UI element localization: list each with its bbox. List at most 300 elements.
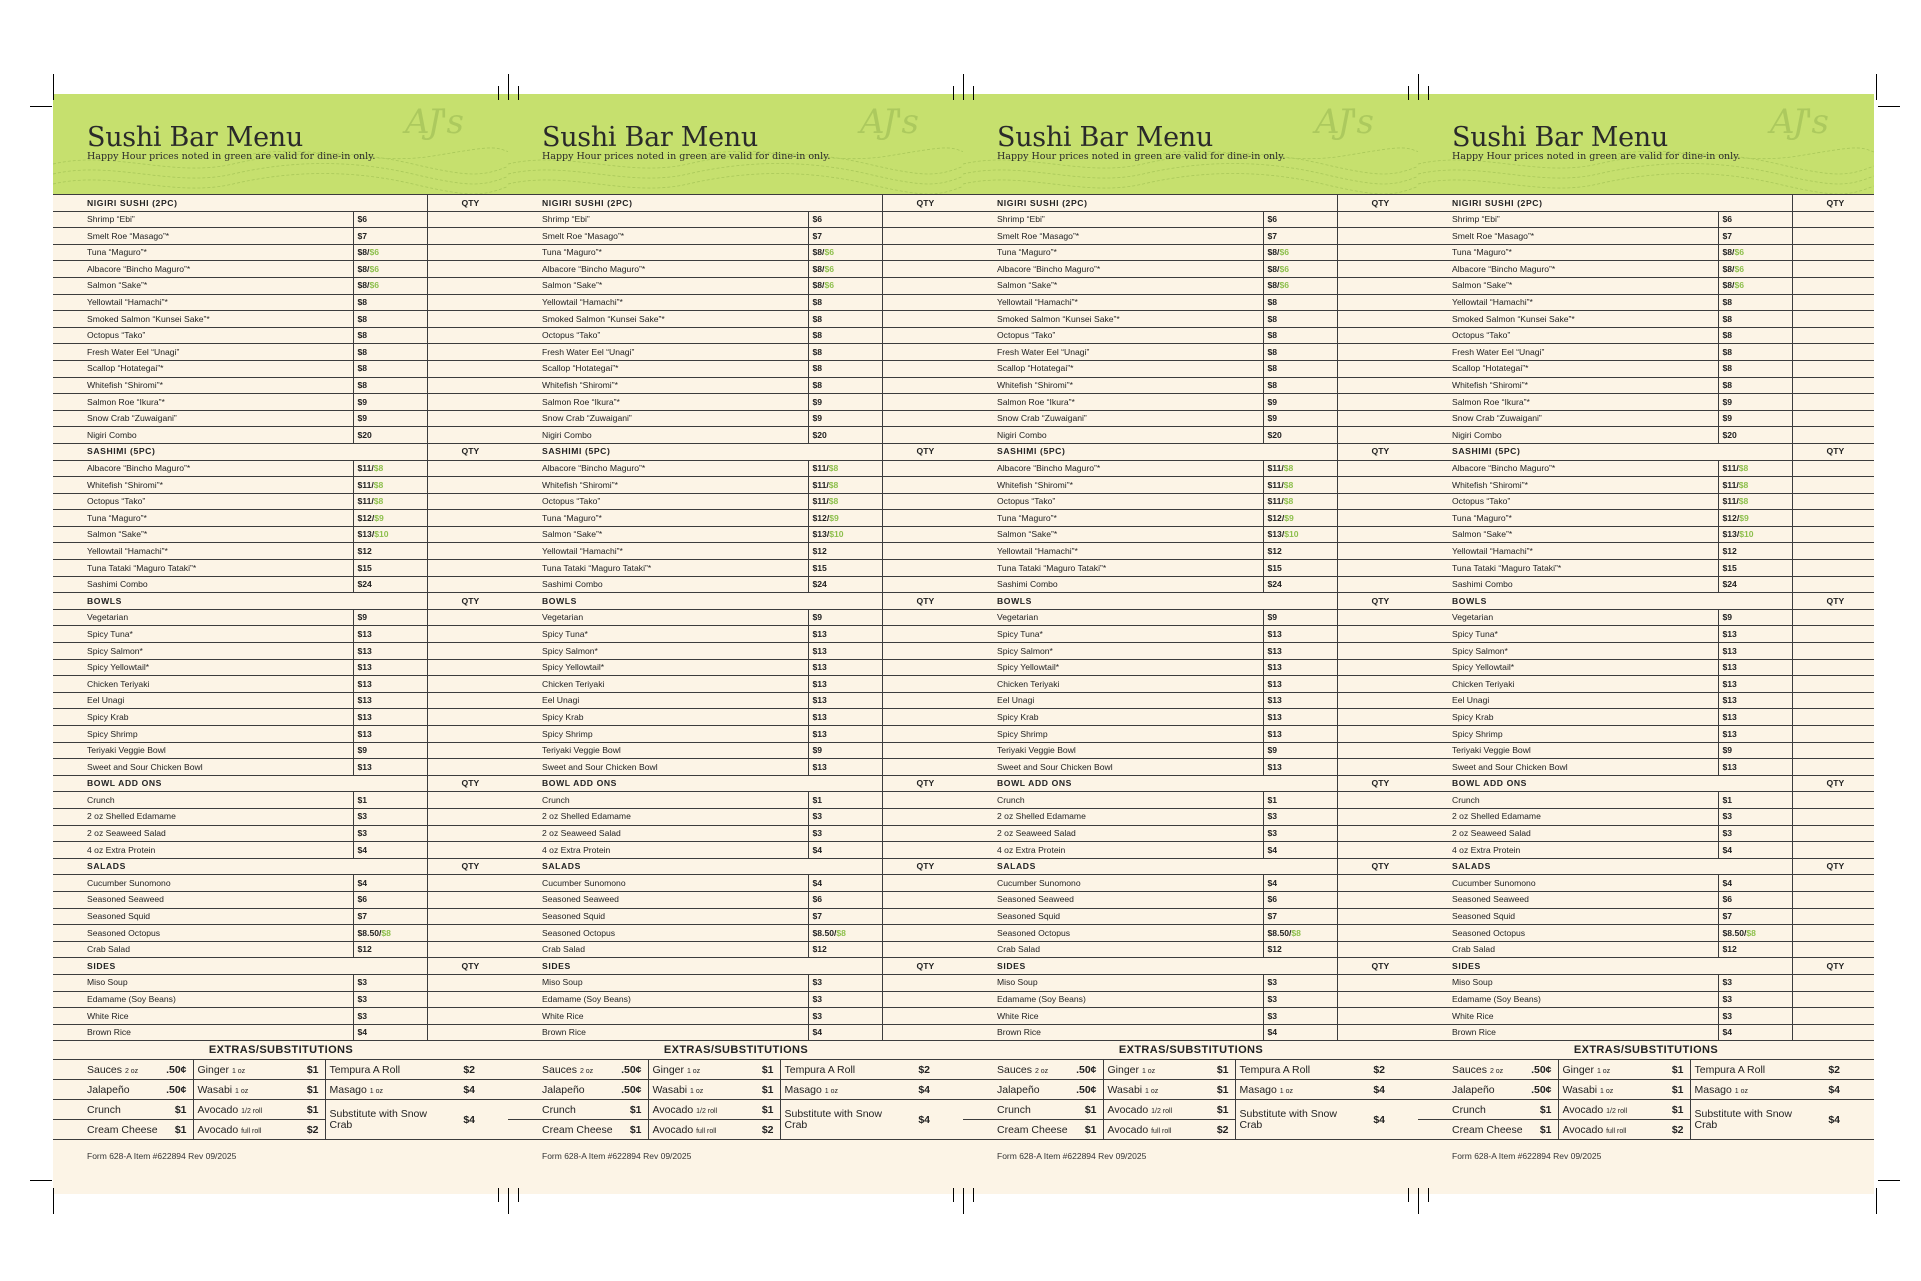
item-name: Spicy Krab: [53, 709, 353, 726]
qty-input[interactable]: [1792, 576, 1874, 593]
extras-row: [1418, 1100, 1874, 1120]
qty-input[interactable]: [427, 543, 509, 560]
qty-input[interactable]: [882, 460, 964, 477]
item-name: Albacore “Bincho Maguro”*: [508, 261, 808, 278]
menu-item-row: [1418, 576, 1874, 593]
qty-input[interactable]: [882, 228, 964, 245]
menu-item-row: [53, 244, 509, 261]
qty-input[interactable]: [882, 277, 964, 294]
happy-hour-price: $10: [374, 529, 389, 540]
qty-input[interactable]: [1792, 211, 1874, 228]
qty-input[interactable]: [882, 477, 964, 494]
qty-input[interactable]: [1792, 327, 1874, 344]
qty-input[interactable]: [882, 344, 964, 361]
qty-input[interactable]: [427, 941, 509, 958]
menu-item-row: [508, 360, 964, 377]
qty-input[interactable]: [882, 759, 964, 776]
qty-input[interactable]: [882, 925, 964, 942]
item-name: Smelt Roe “Masago”*: [1418, 228, 1718, 245]
qty-input[interactable]: [1792, 294, 1874, 311]
qty-input[interactable]: [882, 875, 964, 892]
qty-input[interactable]: [1792, 394, 1874, 411]
qty-input[interactable]: [1337, 609, 1419, 626]
qty-input[interactable]: [1792, 659, 1874, 676]
menu-item-row: [53, 643, 509, 660]
qty-input[interactable]: [882, 377, 964, 394]
qty-input[interactable]: [1337, 526, 1419, 543]
menu-item-row: [508, 974, 964, 991]
qty-input[interactable]: [882, 427, 964, 444]
qty-input[interactable]: [882, 941, 964, 958]
crop-mark: [953, 86, 954, 100]
qty-input[interactable]: [882, 311, 964, 328]
qty-input[interactable]: [427, 360, 509, 377]
menu-item-row: [508, 742, 964, 759]
item-price-cell: [1263, 460, 1337, 477]
section-title: BOWLS: [1418, 593, 1792, 610]
qty-input[interactable]: [882, 692, 964, 709]
qty-input[interactable]: [882, 394, 964, 411]
qty-input[interactable]: [1337, 344, 1419, 361]
qty-input[interactable]: [427, 643, 509, 660]
qty-input[interactable]: [1792, 543, 1874, 560]
extra-portion: 1 oz: [1145, 1087, 1159, 1095]
qty-input[interactable]: [882, 643, 964, 660]
item-price: $15: [812, 562, 827, 573]
qty-input[interactable]: [1337, 709, 1419, 726]
menu-item-row: [53, 742, 509, 759]
qty-input[interactable]: [427, 261, 509, 278]
item-name: Seasoned Seaweed: [963, 891, 1263, 908]
qty-input[interactable]: [427, 228, 509, 245]
qty-input[interactable]: [1792, 974, 1874, 991]
qty-input[interactable]: [882, 1024, 964, 1041]
qty-input[interactable]: [1337, 974, 1419, 991]
qty-input[interactable]: [1337, 228, 1419, 245]
qty-header: QTY: [1337, 775, 1419, 792]
menu-item-row: [508, 925, 964, 942]
crop-mark: [518, 1188, 519, 1202]
section-title: SASHIMI (5PC): [1418, 443, 1792, 460]
qty-input[interactable]: [1792, 510, 1874, 527]
item-price: $15: [357, 562, 372, 573]
crop-mark: [1876, 1188, 1877, 1214]
qty-input[interactable]: [1792, 842, 1874, 859]
item-price-cell: [1718, 759, 1792, 776]
qty-input[interactable]: [1337, 377, 1419, 394]
qty-input[interactable]: [427, 560, 509, 577]
item-price: $4: [357, 1027, 368, 1038]
qty-input[interactable]: [1337, 493, 1419, 510]
menu-item-row: [1418, 510, 1874, 527]
qty-input[interactable]: [1792, 825, 1874, 842]
qty-input[interactable]: [1792, 991, 1874, 1008]
menu-item-row: [53, 360, 509, 377]
item-price-cell: [1263, 941, 1337, 958]
qty-input[interactable]: [427, 427, 509, 444]
qty-input[interactable]: [1792, 477, 1874, 494]
menu-item-row: [508, 825, 964, 842]
qty-input[interactable]: [1337, 825, 1419, 842]
item-name: Shrimp “Ebi”: [1418, 211, 1718, 228]
item-price-cell: [1263, 643, 1337, 660]
qty-input[interactable]: [427, 991, 509, 1008]
happy-hour-price: $8: [373, 463, 384, 473]
qty-input[interactable]: [427, 908, 509, 925]
item-name: Octopus “Tako”: [963, 327, 1263, 344]
qty-input[interactable]: [1337, 477, 1419, 494]
qty-input[interactable]: [1337, 759, 1419, 776]
qty-input[interactable]: [427, 891, 509, 908]
item-price-cell: [1263, 344, 1337, 361]
qty-input[interactable]: [1337, 842, 1419, 859]
qty-input[interactable]: [882, 609, 964, 626]
menu-item-row: [53, 410, 509, 427]
qty-input[interactable]: [882, 543, 964, 560]
qty-input[interactable]: [427, 277, 509, 294]
item-price: $8: [357, 380, 368, 391]
menu-item-row: [53, 726, 509, 743]
qty-input[interactable]: [427, 294, 509, 311]
qty-input[interactable]: [1792, 925, 1874, 942]
qty-input[interactable]: [1792, 244, 1874, 261]
qty-input[interactable]: [427, 726, 509, 743]
qty-input[interactable]: [427, 676, 509, 693]
item-price: $12: [357, 944, 372, 955]
qty-input[interactable]: [1792, 377, 1874, 394]
qty-input[interactable]: [427, 410, 509, 427]
qty-input[interactable]: [1792, 460, 1874, 477]
happy-hour-price: $6: [824, 263, 835, 274]
qty-input[interactable]: [1792, 228, 1874, 245]
qty-input[interactable]: [1792, 526, 1874, 543]
qty-input[interactable]: [427, 759, 509, 776]
qty-input[interactable]: [427, 211, 509, 228]
qty-input[interactable]: [882, 493, 964, 510]
item-price-cell: [808, 659, 882, 676]
qty-input[interactable]: [1792, 344, 1874, 361]
qty-input[interactable]: [427, 244, 509, 261]
qty-input[interactable]: [427, 709, 509, 726]
qty-input[interactable]: [882, 891, 964, 908]
qty-input[interactable]: [1792, 643, 1874, 660]
qty-input[interactable]: [1792, 759, 1874, 776]
menu-panel: [508, 94, 964, 1194]
qty-input[interactable]: [1337, 560, 1419, 577]
qty-input[interactable]: [427, 609, 509, 626]
qty-input[interactable]: [1337, 792, 1419, 809]
item-price: $8/: [357, 280, 370, 291]
qty-input[interactable]: [427, 792, 509, 809]
qty-input[interactable]: [427, 1024, 509, 1041]
qty-input[interactable]: [1337, 576, 1419, 593]
item-price-cell: [1718, 808, 1792, 825]
item-price: $8: [812, 363, 823, 374]
menu-item-row: [1418, 211, 1874, 228]
happy-hour-price: $8: [373, 496, 384, 507]
menu-item-row: [963, 1008, 1419, 1025]
qty-input[interactable]: [427, 659, 509, 676]
qty-input[interactable]: [1337, 1008, 1419, 1025]
qty-input[interactable]: [882, 792, 964, 809]
qty-input[interactable]: [1337, 891, 1419, 908]
item-price: $11/: [357, 496, 374, 507]
qty-input[interactable]: [1792, 875, 1874, 892]
extra-price: $1: [289, 1080, 325, 1100]
qty-input[interactable]: [1792, 311, 1874, 328]
qty-input[interactable]: [427, 377, 509, 394]
qty-input[interactable]: [427, 925, 509, 942]
ajs-logo: AJ's: [860, 102, 917, 142]
qty-input[interactable]: [1337, 294, 1419, 311]
qty-input[interactable]: [882, 576, 964, 593]
item-name: Miso Soup: [508, 974, 808, 991]
qty-input[interactable]: [1792, 1024, 1874, 1041]
qty-input[interactable]: [882, 974, 964, 991]
qty-input[interactable]: [427, 974, 509, 991]
qty-input[interactable]: [1337, 277, 1419, 294]
qty-input[interactable]: [1337, 726, 1419, 743]
qty-input[interactable]: [1337, 941, 1419, 958]
happy-hour-price: $9: [1739, 512, 1749, 523]
qty-input[interactable]: [1337, 460, 1419, 477]
qty-input[interactable]: [1792, 709, 1874, 726]
qty-input[interactable]: [427, 1008, 509, 1025]
menu-item-row: [53, 560, 509, 577]
qty-input[interactable]: [1792, 742, 1874, 759]
qty-input[interactable]: [427, 808, 509, 825]
qty-input[interactable]: [1337, 510, 1419, 527]
item-name: Whitefish “Shiromi”*: [1418, 377, 1718, 394]
qty-input[interactable]: [1792, 726, 1874, 743]
qty-input[interactable]: [427, 394, 509, 411]
qty-input[interactable]: [427, 344, 509, 361]
menu-item-row: [1418, 626, 1874, 643]
section-header-row: [963, 858, 1419, 875]
qty-input[interactable]: [1792, 493, 1874, 510]
qty-input[interactable]: [1337, 211, 1419, 228]
item-price: $13: [812, 662, 827, 673]
qty-input[interactable]: [427, 842, 509, 859]
qty-input[interactable]: [1792, 1008, 1874, 1025]
item-price: $13/: [1722, 529, 1740, 540]
qty-input[interactable]: [1337, 427, 1419, 444]
qty-input[interactable]: [1337, 261, 1419, 278]
item-price: $12/: [812, 512, 830, 523]
qty-header: QTY: [882, 195, 964, 212]
extra-name: Substitute with Snow Crab: [1235, 1100, 1353, 1140]
qty-input[interactable]: [1792, 626, 1874, 643]
qty-input[interactable]: [882, 709, 964, 726]
qty-input[interactable]: [1792, 891, 1874, 908]
qty-input[interactable]: [882, 908, 964, 925]
menu-item-row: [1418, 261, 1874, 278]
qty-input[interactable]: [1792, 792, 1874, 809]
qty-input[interactable]: [882, 410, 964, 427]
section-title: BOWL ADD ONS: [508, 775, 882, 792]
qty-input[interactable]: [882, 211, 964, 228]
item-price: $4: [812, 877, 823, 888]
qty-input[interactable]: [882, 659, 964, 676]
qty-input[interactable]: [1337, 908, 1419, 925]
section-header-row: [53, 593, 509, 610]
section-header-row: [53, 443, 509, 460]
item-name: 2 oz Seaweed Salad: [1418, 825, 1718, 842]
qty-input[interactable]: [1337, 643, 1419, 660]
qty-input[interactable]: [427, 875, 509, 892]
qty-input[interactable]: [1337, 410, 1419, 427]
crop-mark: [30, 106, 52, 107]
qty-input[interactable]: [1792, 908, 1874, 925]
item-name: Octopus “Tako”: [53, 327, 353, 344]
qty-input[interactable]: [427, 692, 509, 709]
qty-input[interactable]: [1792, 560, 1874, 577]
qty-input[interactable]: [1337, 1024, 1419, 1041]
qty-input[interactable]: [882, 327, 964, 344]
section-header-row: [963, 443, 1419, 460]
qty-input[interactable]: [882, 261, 964, 278]
qty-input[interactable]: [427, 460, 509, 477]
item-price-cell: [1263, 510, 1337, 527]
menu-item-row: [1418, 377, 1874, 394]
qty-input[interactable]: [1337, 925, 1419, 942]
qty-input[interactable]: [882, 244, 964, 261]
qty-header: QTY: [1337, 443, 1419, 460]
item-price: $3: [1722, 811, 1733, 822]
qty-input[interactable]: [1337, 360, 1419, 377]
menu-table: [53, 194, 509, 1041]
item-name: Crab Salad: [1418, 941, 1718, 958]
item-name: Salmon Roe “Ikura”*: [963, 394, 1263, 411]
menu-item-row: [508, 576, 964, 593]
qty-input[interactable]: [427, 327, 509, 344]
qty-input[interactable]: [427, 526, 509, 543]
qty-input[interactable]: [1337, 244, 1419, 261]
extra-price: $1: [1199, 1100, 1235, 1120]
qty-input[interactable]: [882, 808, 964, 825]
section-title: SIDES: [963, 958, 1337, 975]
qty-input[interactable]: [882, 560, 964, 577]
qty-input[interactable]: [882, 676, 964, 693]
item-price-cell: [353, 344, 427, 361]
qty-input[interactable]: [882, 526, 964, 543]
qty-input[interactable]: [1792, 261, 1874, 278]
happy-hour-price: $6: [1279, 280, 1290, 291]
item-price-cell: [808, 244, 882, 261]
item-name: Scallop “Hotategai”*: [53, 360, 353, 377]
qty-input[interactable]: [882, 510, 964, 527]
qty-input[interactable]: [1337, 327, 1419, 344]
item-name: Edamame (Soy Beans): [508, 991, 808, 1008]
qty-input[interactable]: [1337, 543, 1419, 560]
qty-input[interactable]: [1792, 808, 1874, 825]
item-name: Smelt Roe “Masago”*: [963, 228, 1263, 245]
item-price-cell: [808, 360, 882, 377]
menu-item-row: [963, 277, 1419, 294]
qty-input[interactable]: [882, 294, 964, 311]
qty-input[interactable]: [1337, 875, 1419, 892]
qty-input[interactable]: [1337, 692, 1419, 709]
qty-input[interactable]: [427, 510, 509, 527]
qty-input[interactable]: [1792, 941, 1874, 958]
qty-input[interactable]: [1337, 626, 1419, 643]
menu-item-row: [508, 842, 964, 859]
extra-portion: full roll: [1151, 1127, 1172, 1135]
item-name: Nigiri Combo: [1418, 427, 1718, 444]
extra-portion: 2 oz: [1034, 1067, 1049, 1075]
qty-input[interactable]: [427, 493, 509, 510]
item-price: $8.50/: [357, 927, 382, 938]
extra-name-cell: [1103, 1100, 1199, 1120]
extra-name-cell: [508, 1060, 610, 1080]
item-price: $9: [1722, 745, 1733, 756]
qty-input[interactable]: [427, 477, 509, 494]
extra-price: $4: [1353, 1080, 1419, 1100]
section-title: BOWLS: [963, 593, 1337, 610]
qty-input[interactable]: [427, 825, 509, 842]
item-price-cell: [808, 908, 882, 925]
qty-input[interactable]: [1792, 692, 1874, 709]
qty-input[interactable]: [427, 742, 509, 759]
qty-input[interactable]: [1792, 609, 1874, 626]
item-price-cell: [1718, 344, 1792, 361]
item-price: $8/: [1722, 247, 1735, 258]
extra-price: $2: [744, 1120, 780, 1140]
menu-item-row: [963, 991, 1419, 1008]
qty-input[interactable]: [1792, 676, 1874, 693]
extra-name: Jalapeño: [997, 1083, 1040, 1096]
qty-input[interactable]: [882, 626, 964, 643]
qty-input[interactable]: [882, 825, 964, 842]
qty-input[interactable]: [882, 742, 964, 759]
item-price-cell: [1263, 676, 1337, 693]
qty-input[interactable]: [1337, 808, 1419, 825]
item-name: Teriyaki Veggie Bowl: [53, 742, 353, 759]
qty-input[interactable]: [882, 991, 964, 1008]
qty-input[interactable]: [1792, 360, 1874, 377]
item-price: $8/: [812, 263, 825, 274]
qty-input[interactable]: [882, 726, 964, 743]
item-name: Salmon “Sake”*: [53, 526, 353, 543]
item-name: Smelt Roe “Masago”*: [508, 228, 808, 245]
item-price: $12/: [1267, 512, 1285, 523]
qty-input[interactable]: [1337, 676, 1419, 693]
item-price-cell: [808, 427, 882, 444]
item-price-cell: [808, 410, 882, 427]
extras-table: [1418, 1060, 1874, 1140]
qty-input[interactable]: [1337, 394, 1419, 411]
qty-input[interactable]: [427, 576, 509, 593]
extra-price: .50¢: [1520, 1060, 1558, 1080]
item-price: $8/: [1267, 247, 1280, 258]
item-price-cell: [1263, 726, 1337, 743]
qty-input[interactable]: [1337, 659, 1419, 676]
qty-input[interactable]: [1792, 410, 1874, 427]
qty-input[interactable]: [427, 626, 509, 643]
qty-input[interactable]: [882, 1008, 964, 1025]
qty-input[interactable]: [427, 311, 509, 328]
qty-input[interactable]: [882, 842, 964, 859]
item-name: Spicy Salmon*: [963, 643, 1263, 660]
qty-input[interactable]: [1337, 311, 1419, 328]
extra-name-cell: [193, 1100, 289, 1120]
menu-item-row: [1418, 941, 1874, 958]
qty-input[interactable]: [1337, 991, 1419, 1008]
qty-input[interactable]: [1792, 427, 1874, 444]
qty-input[interactable]: [1792, 277, 1874, 294]
qty-input[interactable]: [882, 360, 964, 377]
qty-input[interactable]: [1337, 742, 1419, 759]
